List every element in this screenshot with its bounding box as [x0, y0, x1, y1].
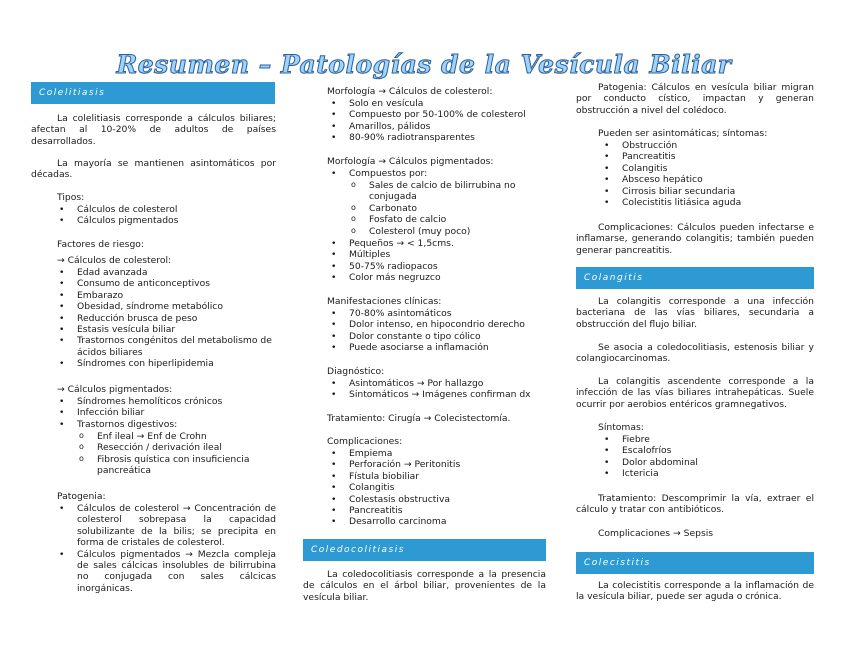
list-item: • Dolor intenso, en hipocondrio derecho — [303, 319, 546, 330]
list-item: • Trastornos congénitos del metabolismo de ácidos biliares — [31, 335, 276, 358]
compl-list — [303, 448, 546, 528]
asintomaticas-text: Pueden ser asintomáticas; síntomas: — [598, 128, 768, 139]
list-item: • Escalofríos — [576, 445, 814, 456]
list-item: • Pequeños → < 1,5cms. — [303, 238, 546, 249]
colelitiasis-asymptomatic-note: La mayoría se mantienen asintomáticos por décadas. — [31, 158, 276, 181]
tipos-list — [31, 204, 276, 227]
list-item: • Compuestos por: — [303, 168, 546, 179]
coledo-patogenia-text: Patogenia: Cálculos en vesícula biliar migran por conducto cístico, impactan y generan obstrucción a nivel del colédoco. — [576, 82, 814, 116]
list-item: • 70-80% asintomáticos — [303, 308, 546, 319]
colangitis-ascendente: La colangitis ascendente corresponde a la infección de las vías biliares intrahepáticas. Suele ocurrir por aerobios entéricos gramnegativos. — [576, 376, 814, 410]
list-item: • Compuesto por 50-100% de colesterol — [303, 109, 546, 120]
coledocolitiasis-definition: La coledocolitiasis corresponde a la presencia de cálculos en el árbol biliar, provenientes de la vesícula biliar. — [303, 569, 546, 603]
list-item: • Reducción brusca de peso — [31, 313, 276, 324]
morf-chol-label: Morfología → Cálculos de colesterol: — [327, 86, 493, 97]
colangitis-treatment: Tratamiento: Descomprimir la vía, extraer el cálculo y tratar con antibióticos. — [576, 493, 814, 516]
list-item: o Fosfato de calcio — [323, 214, 546, 225]
section-header-colelitiasis: Colelitiasis — [31, 82, 275, 104]
list-item: o Sales de calcio de bilirrubina no conjugada — [323, 180, 546, 203]
list-item: • Puede asociarse a inflamación — [303, 342, 546, 353]
patogenia-label: Patogenia: — [57, 491, 106, 502]
list-item: • Colecistitis litiásica aguda — [576, 197, 814, 208]
list-item: • Cálculos de colesterol → Concentración de colesterol sobrepasa la capacidad solubilizante de la bilis; se precipita en forma de cristales de colesterol. — [31, 503, 276, 549]
list-item: • Edad avanzada — [31, 267, 276, 278]
list-item: • Obesidad, síndrome metabólico — [31, 301, 276, 312]
list-item: • Estasis vesícula biliar — [31, 324, 276, 335]
tratamiento-text: Tratamiento: Cirugía → Colecistectomía. — [327, 413, 511, 424]
colangitis-complications: Complicaciones → Sepsis — [598, 528, 714, 539]
sintomas-label: Síntomas: — [598, 422, 644, 433]
list-item: • Síndromes hemolíticos crónicos — [31, 396, 276, 407]
list-item: • Solo en vesícula — [303, 98, 546, 109]
list-item: • Cirrosis biliar secundaria — [576, 186, 814, 197]
list-item: o Colesterol (muy poco) — [323, 226, 546, 237]
colangitis-definition: La colangitis corresponde a una infección bacteriana de las vías biliares, secundaria a obstrucción del flujo biliar. — [576, 296, 814, 330]
page-title: Resumen – Patologías de la Vesícula Biliar — [116, 50, 732, 79]
list-item: • Asintomáticos → Por hallazgo — [303, 378, 546, 389]
manif-list — [303, 308, 546, 354]
morf-pig-list — [303, 168, 546, 179]
colelitiasis-definition: La colelitiasis corresponde a cálculos biliares; afectan al 10-20% de adultos de países desarrollados. — [31, 113, 276, 147]
list-item: • Cálculos pigmentados → Mezcla compleja de sales cálcicas insolubles de bilirrubina no conjugada con sales cálcicas inorgánicas. — [31, 549, 276, 595]
list-item: • Trastornos digestivos: — [31, 419, 276, 430]
morf-pig-label: Morfología → Cálculos pigmentados: — [327, 156, 494, 167]
list-item: o Carbonato — [323, 203, 546, 214]
list-item: • Empiema — [303, 448, 546, 459]
morf-chol-list — [303, 98, 546, 144]
list-item: • Color más negruzco — [303, 272, 546, 283]
manif-label: Manifestaciones clínicas: — [327, 296, 442, 307]
patogenia-list — [31, 503, 276, 594]
pig-risk-label: → Cálculos pigmentados: — [57, 384, 173, 395]
list-item: • Fiebre — [576, 434, 814, 445]
digestive-disorders-sublist — [51, 431, 276, 477]
list-item: • Amarillos, pálidos — [303, 121, 546, 132]
list-item: • Perforación → Peritonitis — [303, 459, 546, 470]
list-item: • Obstrucción — [576, 140, 814, 151]
list-item: • Múltiples — [303, 249, 546, 260]
list-item: • Absceso hepático — [576, 174, 814, 185]
tipos-label: Tipos: — [57, 192, 85, 203]
list-item: • Consumo de anticonceptivos — [31, 278, 276, 289]
list-item: • Cálculos pigmentados — [31, 215, 276, 226]
list-item: • Pancreatitis — [576, 151, 814, 162]
list-item: • Pancreatitis — [303, 505, 546, 516]
list-item: • Embarazo — [31, 290, 276, 301]
list-item: • Síndromes con hiperlipidemia — [31, 358, 276, 369]
morf-pig-rest-list — [303, 238, 546, 284]
list-item: • Fístula biobiliar — [303, 471, 546, 482]
list-item: • Ictericia — [576, 468, 814, 479]
list-item: • Sintomáticos → Imágenes confirman dx — [303, 389, 546, 400]
list-item: • Dolor constante o tipo cólico — [303, 331, 546, 342]
compl-label: Complicaciones: — [327, 436, 403, 447]
pig-risk-list — [31, 396, 276, 430]
list-item: • Colangitis — [576, 163, 814, 174]
list-item: • Colangitis — [303, 482, 546, 493]
colangitis-association: Se asocia a coledocolitiasis, estenosis biliar y colangiocarcinomas. — [576, 342, 814, 365]
list-item: • 50-75% radiopacos — [303, 261, 546, 272]
section-header-colangitis: Colangitis — [576, 267, 814, 289]
section-header-colecistitis: Colecistitis — [576, 552, 814, 574]
list-item: • Desarrollo carcinoma — [303, 516, 546, 527]
factores-label: Factores de riesgo: — [57, 239, 145, 250]
diag-list — [303, 378, 546, 401]
list-item: • Infección biliar — [31, 407, 276, 418]
list-item: • Colestasis obstructiva — [303, 494, 546, 505]
colecistitis-definition: La colecistitis corresponde a la inflamación de la vesícula biliar, puede ser aguda o crónica. — [576, 580, 814, 603]
list-item: • Dolor abdominal — [576, 457, 814, 468]
list-item: • Cálculos de colesterol — [31, 204, 276, 215]
diag-label: Diagnóstico: — [327, 366, 385, 377]
list-item: o Fibrosis quística con insuficiencia pancreática — [51, 454, 276, 477]
list-item: • 80-90% radiotransparentes — [303, 132, 546, 143]
coledo-complications-text: Complicaciones: Cálculos pueden infectarse e inflamarse, generando colangitis; también pueden generar pancreatitis. — [576, 222, 814, 256]
list-item: o Resección / derivación ileal — [51, 442, 276, 453]
colangitis-symptoms-list — [576, 434, 814, 480]
list-item: o Enf ileal → Enf de Crohn — [51, 431, 276, 442]
section-header-coledocolitiasis: Coledocolitiasis — [303, 539, 546, 561]
morf-pig-sublist — [323, 180, 546, 237]
coledo-symptoms-list — [576, 140, 814, 208]
chol-risk-label: → Cálculos de colesterol: — [57, 255, 172, 266]
chol-risk-list — [31, 267, 276, 370]
